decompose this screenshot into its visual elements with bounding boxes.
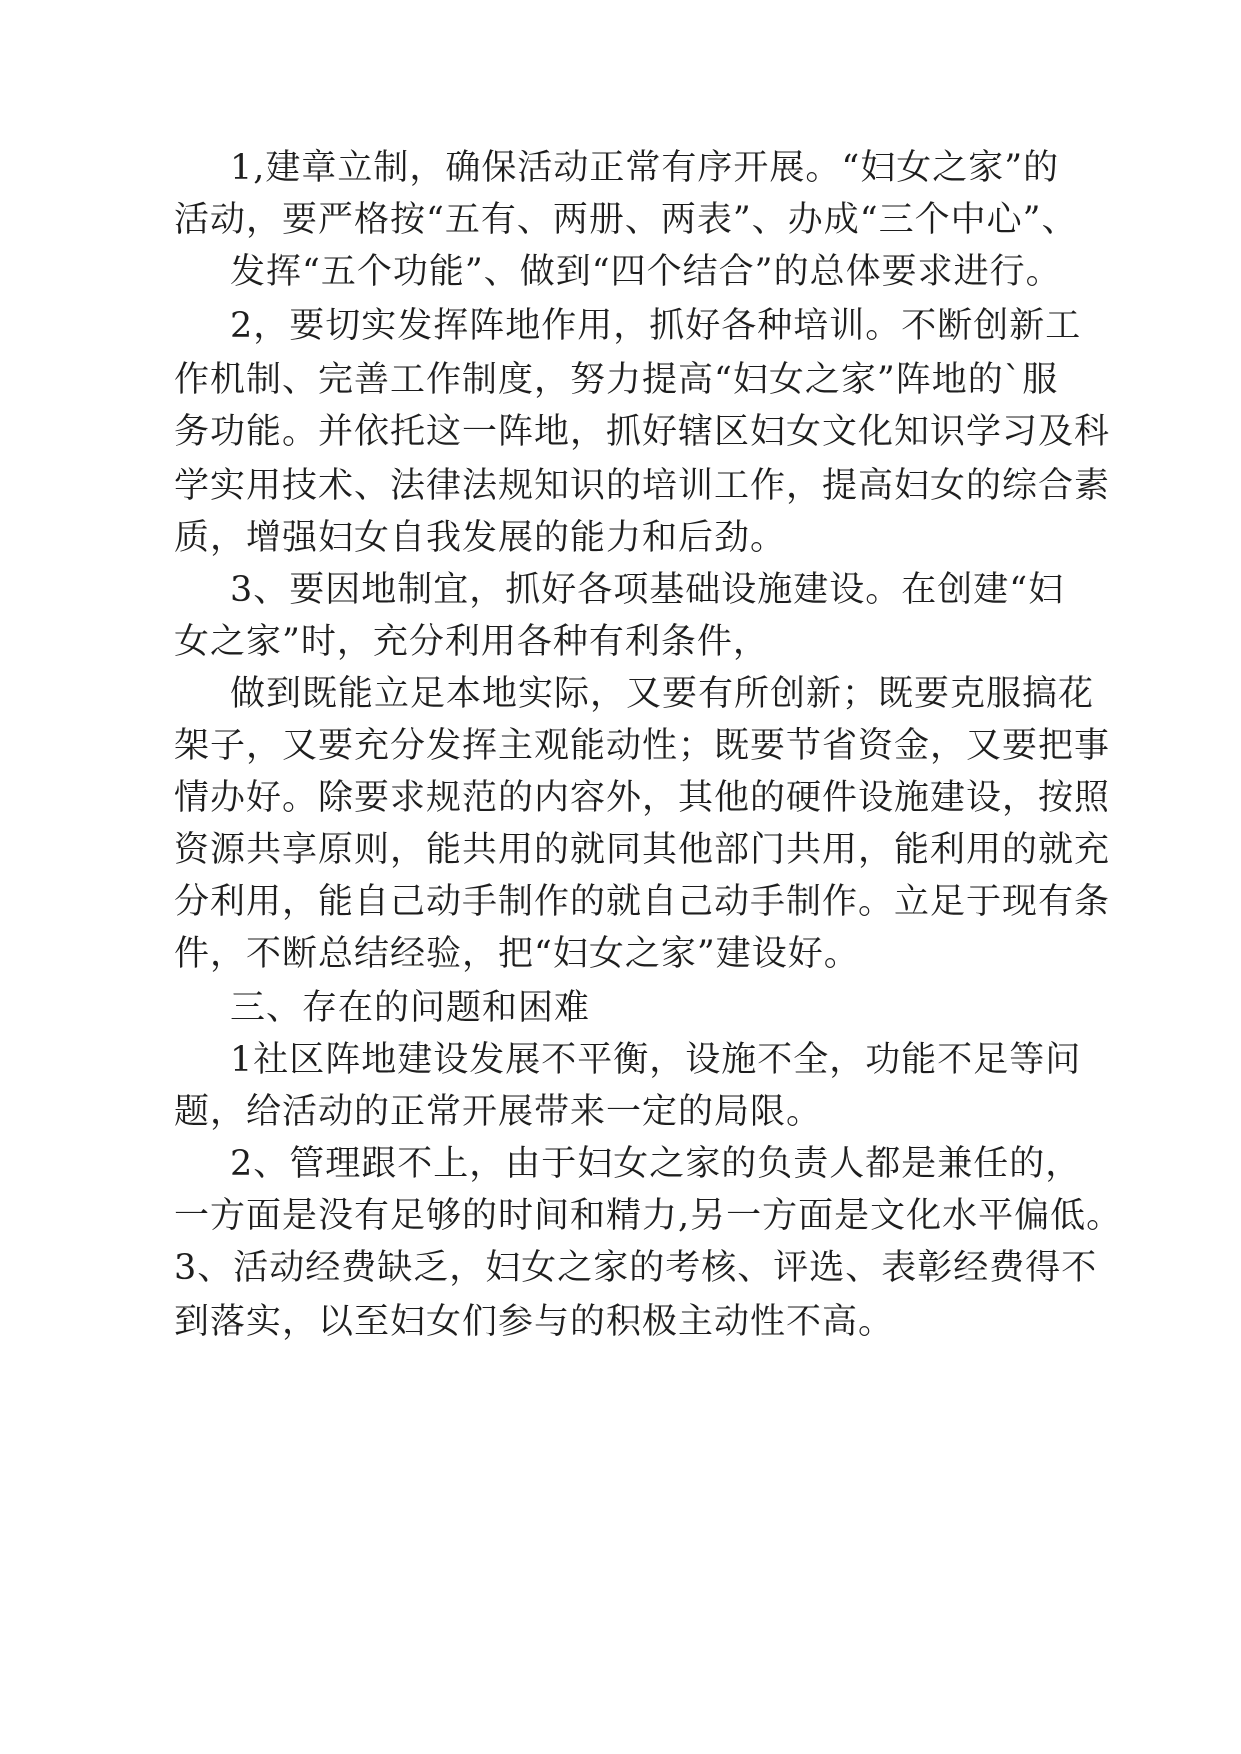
text-line: 做到既能立足本地实际，又要有所创新；既要克服搞花 xyxy=(230,674,1095,714)
text-line: 资源共享原则，能共用的就同其他部门共用，能利用的就充 xyxy=(174,830,1111,870)
text-line: 到落实，以至妇女们参与的积极主动性不高。 xyxy=(174,1302,895,1342)
text-line: 学实用技术、法律法规知识的培训工作，提高妇女的综合素 xyxy=(174,466,1111,506)
text-line: 2，要切实发挥阵地作用，抓好各种培训。不断创新工 xyxy=(230,306,1082,346)
text-line: 1,建章立制，确保活动正常有序开展。“妇女之家”的 xyxy=(230,148,1060,188)
text-line: 件，不断总结经验，把“妇女之家”建设好。 xyxy=(174,934,860,974)
text-line: 2、管理跟不上，由于妇女之家的负责人都是兼任的， xyxy=(230,1144,1082,1184)
text-line: 发挥“五个功能”、做到“四个结合”的总体要求进行。 xyxy=(230,252,1062,292)
text-line: 1社区阵地建设发展不平衡，设施不全，功能不足等问 xyxy=(230,1040,1082,1080)
text-line: 作机制、完善工作制度，努力提高“妇女之家”阵地的`服 xyxy=(174,360,1059,400)
text-line: 质，增强妇女自我发展的能力和后劲。 xyxy=(174,518,787,558)
text-line: 一方面是没有足够的时间和精力,另一方面是文化水平偏低。 xyxy=(174,1196,1123,1236)
text-line: 3、要因地制宜，抓好各项基础设施建设。在创建“妇 xyxy=(230,570,1065,610)
text-line: 分利用，能自己动手制作的就自己动手制作。立足于现有条 xyxy=(174,882,1111,922)
text-line: 题，给活动的正常开展带来一定的局限。 xyxy=(174,1092,823,1132)
text-line: 活动，要严格按“五有、两册、两表”、办成“三个中心”、 xyxy=(174,200,1078,240)
text-line: 架子，又要充分发挥主观能动性；既要节省资金，又要把事 xyxy=(174,726,1111,766)
section-heading: 三、存在的问题和困难 xyxy=(230,988,591,1028)
text-line: 3、活动经费缺乏，妇女之家的考核、评选、表彰经费得不 xyxy=(174,1248,1098,1288)
text-line: 女之家”时，充分利用各种有利条件， xyxy=(174,622,769,662)
text-line: 务功能。并依托这一阵地，抓好辖区妇女文化知识学习及科 xyxy=(174,412,1111,452)
text-line: 情办好。除要求规范的内容外，其他的硬件设施建设，按照 xyxy=(174,778,1111,818)
